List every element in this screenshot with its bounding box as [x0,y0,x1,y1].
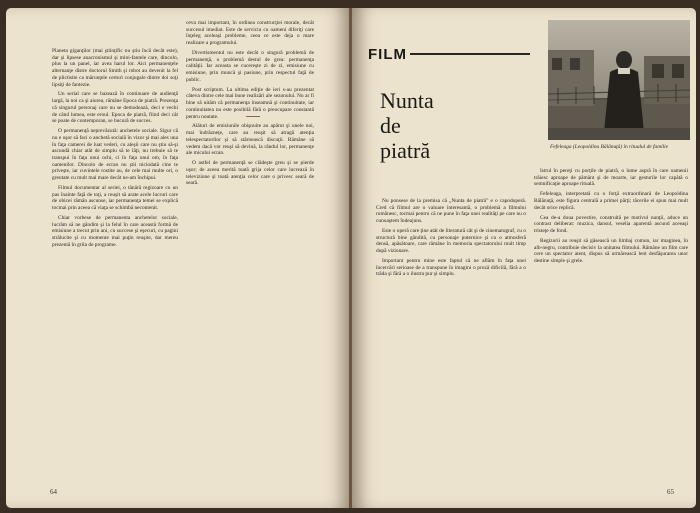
paragraph: Filmul documentar al seriei, o tânără regizoare cu un pas înainte faţă de toţi, a reuşit să arate acele lucruri care de obicei rămân ascunse, iar permanenţa temei se explică tocmai prin aceea că viaţa se schimbă necontenit. [52,184,178,212]
section-rule [410,53,530,55]
headline-line: de [380,113,401,138]
paragraph: Chiar vorbese de permanenta anchetelor sociale, lucrăm să ne gândim şi la felul în care această formă de emisiune a trecut prin ani, cu succese şi eşecuri, cu pagini strălucite şi cu momente mai puţin reuşite, dar mereu prezentă în grila de programe. [52,214,178,248]
photo-image [548,20,690,140]
page-number: 65 [667,488,674,496]
film-still-photo [548,20,690,140]
headline-line: Nunta [380,88,434,113]
paragraph: Alături de emisiunile obişnuite au apărut şi unele noi, mai îndrăzneţe, care au reuşit să atragă atenţia telespectatorilor şi să stârnească discuţii. Rămâne să vedem dacă vor reuşi să devină, la rândul lor, permanenţe ale micului ecran. [186,123,314,157]
section-separator [246,116,260,117]
paragraph: Regizorii au reuşit să găsească un limbaj comun, iar imaginea, în alb-negru, contribuie decisiv la unitatea filmului. Rămâne un film care cere un spectator atent, dispus să urmărească lent desfăşurarea unor destine simple şi grele. [534,237,688,264]
paragraph: Este o operă care ţine atât de literatură cât şi de cinematograf, cu o structură bine gândită, cu personaje puternice şi cu o atmosferă densă, apăsătoare, care rămâne în memoria spectatorului mult timp după vizionare. [376,228,526,255]
paragraph: Planeta giganţilor (mai ştiinţific nu ştiu încă decât este), dar şi lipsese anacronismul şi mini-fantele care, dincolo, plus la un panel, iar avea harul lor. Aici permanenţele alternanţe distre doctorul Smith şi robot au devenit la fel de plictisite ca mărunţele certuri conjugale dintre doi soţi lipsiţi de fantezie. [52,48,178,88]
left-page [6,8,350,508]
right-page [352,8,696,508]
paragraph: Istrul în pereţi cu porţile de piatră, o lume aspră în care oamenii trăiesc aproape de pământ şi de moarte, iar gesturile lor capătă o semnificaţie aproape rituală. [534,168,688,188]
paragraph: ceva mai important, în ordinea construcţiei morale, decât succesul imediat. Este de serviciu cu oameni diferiţi care înţeleg aceleaşi probleme, ceea ce este deja o mare realizare a programului. [186,20,314,47]
article-headline [380,88,460,163]
magazine-spread [6,8,696,510]
right-column-1 [376,198,526,480]
right-column-2 [534,168,688,480]
paragraph: Post scriptum. La ultima ediţie de ieri s-au prezentat câteva dintre cele mai bune realizări ale sezonului. Nu ar fi bine să uităm că permanenţa înseamnă şi continuitate, iar continuitatea nu este posibilă fără o preocupare constantă pentru noutate. [186,86,314,120]
paragraph: Divertismentul nu este decât o singură problemă de permanenţă, o problemă destul de grea: permanenţa calităţii. Iar aceasta se cucereşte zi de zi, emisiune cu emisiune, prin muncă şi pasiune, prin respectul faţă de public. [186,50,314,83]
page-number: 64 [50,488,57,496]
paragraph: Nu ponsese de la premisa că „Nunta de piatră” e o capodoperă. Cred că filmul are o valoare interesantă, o problemă a filmului românesc, tocmai pentru că ne pune în faţa unei realităţi pe care nu o cunoaştem îndeajuns. [376,198,526,225]
photo-caption: Fefeleaga (Leopoldina Bălănuţă) în ritualul de familie [550,144,668,150]
paragraph: Fefeleaga, interpretată cu o forţă extraordinară de Leopoldina Bălănuţă, este figura centrală a primei părţi; tăcerile ei spun mai mult decât orice replică. [534,191,688,211]
paragraph: Important pentru mine este faptul că ne aflăm în faţa unei încercări serioase de a transpune în imagini o proză dificilă, fără a o trăda şi fără a o ilustra pur şi simplu. [376,258,526,278]
paragraph: Cea de-a doua povestire, construită pe motivul nunţii, aduce un contrast deliberat: muzica, dansul, veselia aparentă ascund aceeaşi tristeţe de fond. [534,214,688,234]
left-column-1 [52,48,178,478]
paragraph: Un serial care se bazează în continuare de audienţă largă, la noi ca şi aiurea, rămâne Epoca de piatră. Prezenţa câ singurul personaj care nu se demodează, deci e vechi de când lumea, este eroul. Epoca de piatră, fiind deci cât se poate de contemporan, se bucură de succes. [52,91,178,125]
paragraph: O permanenţă neprevăzută: anchetele sociale. Sigur că nu e uşor să faci o anchetă socială în vizor şi mai ales una în faţa camerei de luat vederi, cu aleşii care nu ştiu să-şi ascundă chiar atât de simplu să te lăţi, nu trebuie să te transpui în faţa unui ochi, ci în faţa unui om, în faţa oamenilor. Dincolo de ecran nu ştii niciodată cine te priveşte, iar cuvintele rostite au, de cele mai multe ori, o greutate cu mult mai mare decât ne-am închipui. [52,128,178,182]
headline-line: piatră [380,138,431,163]
paragraph: O astfel de permanenţă se clădeşte greu şi se pierde uşor; de aceea merită toată grija celor care lucrează în televiziune şi toată atenţia celor care o privesc seară de seară. [186,160,314,187]
section-label: FILM [368,46,407,63]
left-column-2 [186,20,314,478]
